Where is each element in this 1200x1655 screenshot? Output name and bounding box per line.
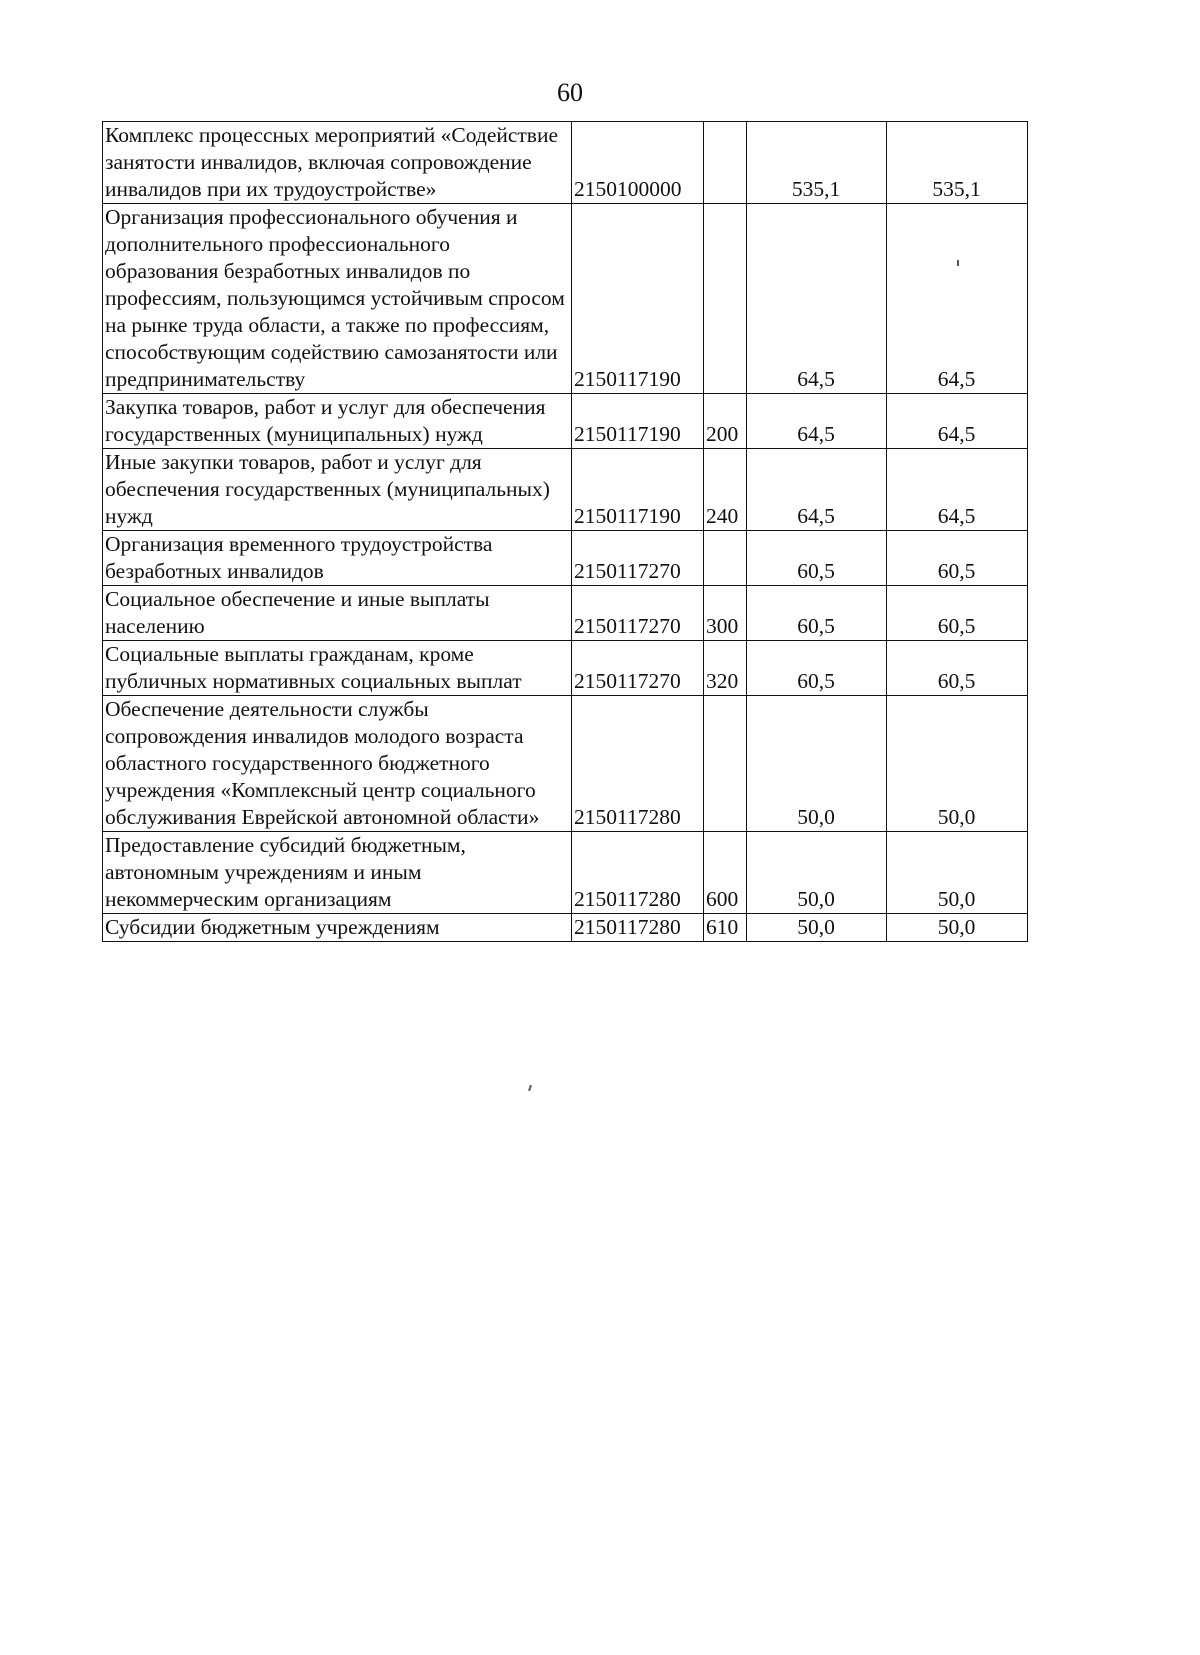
- row-vr: [704, 204, 747, 394]
- row-value-1: 60,5: [747, 586, 887, 641]
- row-value-2: 64,5: [887, 449, 1028, 531]
- scan-speck: [957, 260, 959, 266]
- table-row: [103, 449, 1028, 531]
- row-vr: 200: [704, 394, 747, 449]
- table-row: [103, 641, 1028, 696]
- row-value-1: 50,0: [747, 832, 887, 914]
- row-code: 2150117270: [572, 641, 704, 696]
- page-number: 60: [557, 78, 583, 107]
- table-row: [103, 832, 1028, 914]
- row-value-1: 535,1: [747, 122, 887, 204]
- row-value-1: 64,5: [747, 204, 887, 394]
- row-value-1: 50,0: [747, 914, 887, 942]
- row-name: Субсидии бюджетным учреждениям: [103, 914, 572, 942]
- row-name: Комплекс процессных мероприятий «Содействие занятости инвалидов, включая сопровождение инвалидов при их трудоустройстве»: [103, 122, 572, 204]
- row-value-1: 60,5: [747, 641, 887, 696]
- row-code: 2150117270: [572, 531, 704, 586]
- row-vr: 320: [704, 641, 747, 696]
- table-row: [103, 204, 1028, 394]
- row-code: 2150117280: [572, 914, 704, 942]
- table-row: [103, 914, 1028, 942]
- row-code: 2150117280: [572, 832, 704, 914]
- row-value-2: 50,0: [887, 696, 1028, 832]
- row-value-1: 50,0: [747, 696, 887, 832]
- row-name: Предоставление субсидий бюджетным, автономным учреждениям и иным некоммерческим организациям: [103, 832, 572, 914]
- row-value-2: 64,5: [887, 394, 1028, 449]
- row-code: 2150117270: [572, 586, 704, 641]
- row-vr: 240: [704, 449, 747, 531]
- row-name: Закупка товаров, работ и услуг для обеспечения государственных (муниципальных) нужд: [103, 394, 572, 449]
- row-name: Иные закупки товаров, работ и услуг для обеспечения государственных (муниципальных) нужд: [103, 449, 572, 531]
- table-row: [103, 394, 1028, 449]
- row-name: Социальное обеспечение и иные выплаты населению: [103, 586, 572, 641]
- row-value-2: 535,1: [887, 122, 1028, 204]
- row-vr: [704, 122, 747, 204]
- row-vr: [704, 531, 747, 586]
- row-value-2: 60,5: [887, 531, 1028, 586]
- row-vr: [704, 696, 747, 832]
- row-value-2: 50,0: [887, 914, 1028, 942]
- row-code: 2150100000: [572, 122, 704, 204]
- table-row: [103, 696, 1028, 832]
- row-vr: 300: [704, 586, 747, 641]
- row-code: 2150117190: [572, 204, 704, 394]
- budget-table: [102, 121, 1028, 942]
- row-value-2: 60,5: [887, 641, 1028, 696]
- row-vr: 600: [704, 832, 747, 914]
- table-row: [103, 531, 1028, 586]
- row-value-2: 60,5: [887, 586, 1028, 641]
- table-row: [103, 122, 1028, 204]
- row-value-2: 64,5: [887, 204, 1028, 394]
- row-name: Организация профессионального обучения и дополнительного профессионального образования безработных инвалидов по профессиям, пользующимся устойчивым спросом на рынке труда области, а также по профессиям, способствующим содействию самозанятости или предпринимательству: [103, 204, 572, 394]
- row-name: Социальные выплаты гражданам, кроме публичных нормативных социальных выплат: [103, 641, 572, 696]
- row-name: Обеспечение деятельности службы сопровождения инвалидов молодого возраста областного государственного бюджетного учреждения «Комплексный центр социального обслуживания Еврейской автономной области»: [103, 696, 572, 832]
- row-name: Организация временного трудоустройства безработных инвалидов: [103, 531, 572, 586]
- row-code: 2150117280: [572, 696, 704, 832]
- table-row: [103, 586, 1028, 641]
- row-vr: 610: [704, 914, 747, 942]
- row-code: 2150117190: [572, 394, 704, 449]
- row-value-1: 64,5: [747, 449, 887, 531]
- scan-speck: [528, 1085, 532, 1091]
- row-value-1: 64,5: [747, 394, 887, 449]
- row-code: 2150117190: [572, 449, 704, 531]
- row-value-1: 60,5: [747, 531, 887, 586]
- row-value-2: 50,0: [887, 832, 1028, 914]
